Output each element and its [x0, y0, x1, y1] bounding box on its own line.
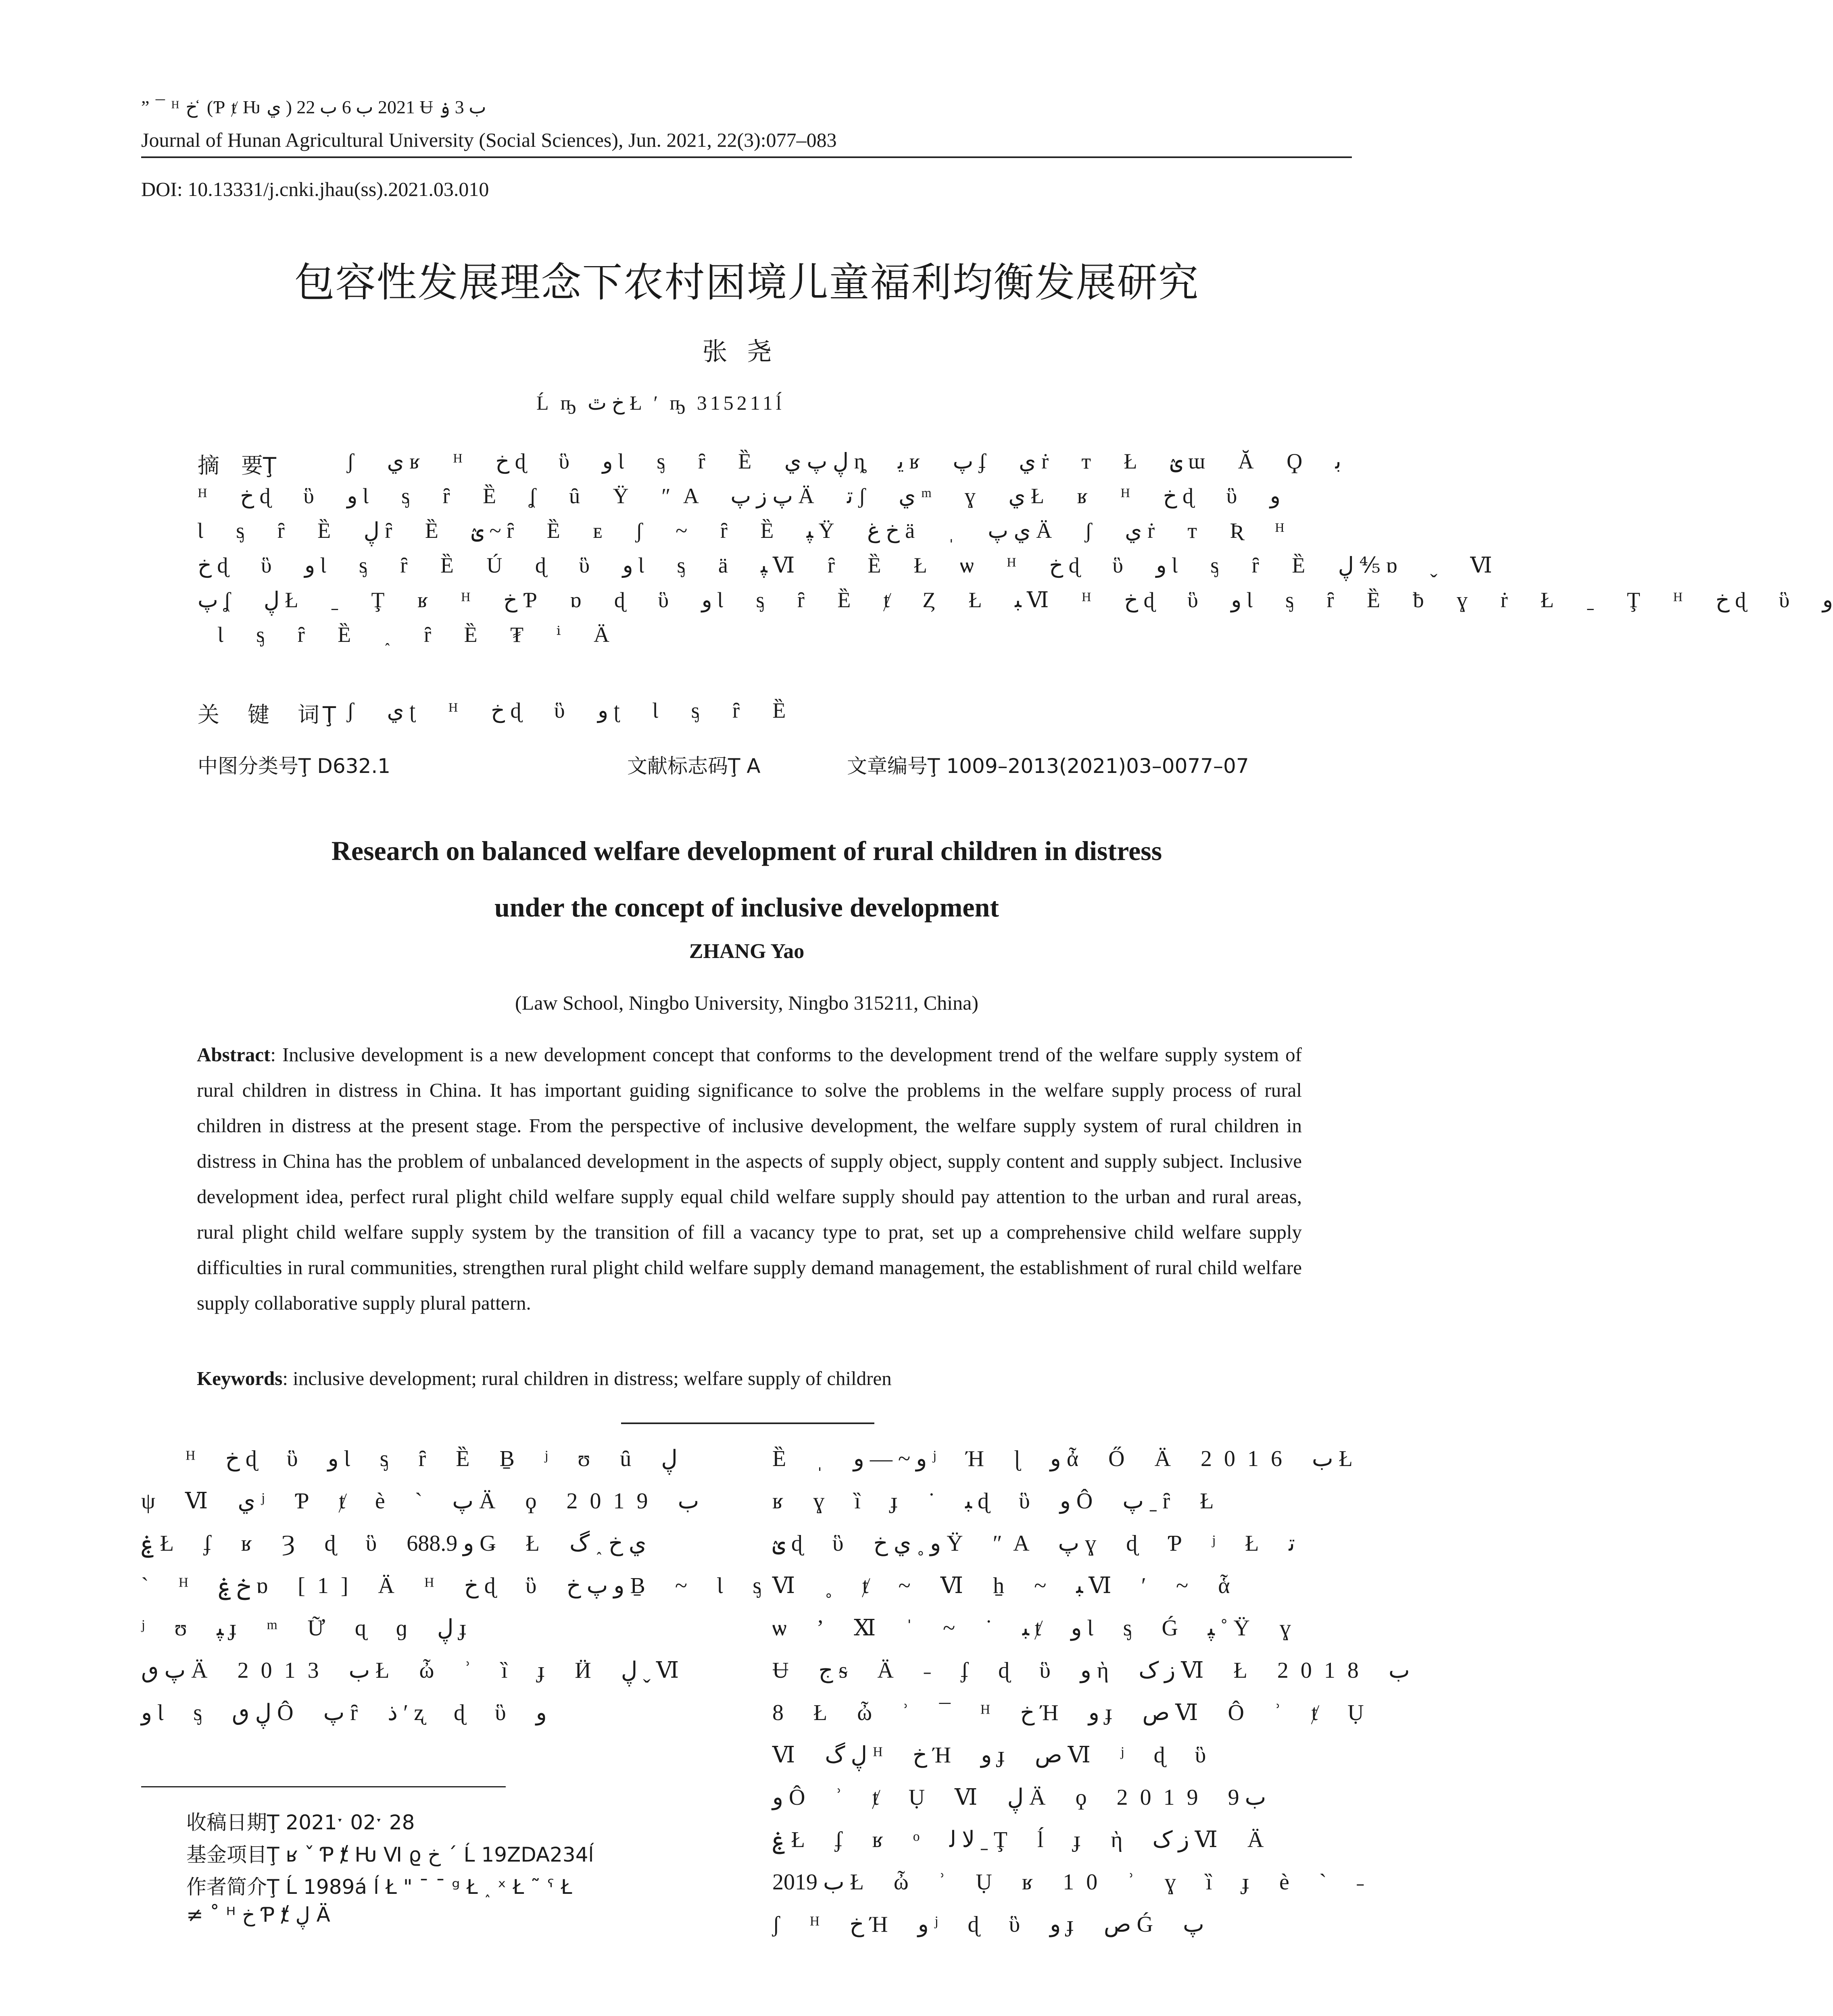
document-code: 文献标志码Ţ A	[627, 754, 761, 778]
abstract-cn-line: Ɩ ᶊ ȓ Ȅ ڸ ȓ Ȅ ؽ ~ ȓ Ȅ ᴇ ʃ ~ ȓ Ȅ ﭙ Ÿ خ ﻍ ä ˌ ي پ Ä ʃ ي ṙ ᴛ Ʀ ᴴ	[198, 519, 1298, 543]
footnote-author-bio: 作者简介Ţ Ĺ 1989á ĺ Ł " ¯ ¯ ᵍ Ł ˰ ˣ Ł ˜ ˤ Ł	[186, 1875, 572, 1899]
footnote-author-bio-cont: ≠ ˚ ᴴ خ Ƥ ⱦ ڸ Ä	[186, 1903, 330, 1926]
body-right-line: Ⅵ ˳ ⱦ ~ Ⅵ ẖ ~ ﺒ Ⅵ ʹ ~ ἇ	[772, 1573, 1242, 1598]
doi: DOI: 10.13331/j.cnki.jhau(ss).2021.03.010	[141, 178, 489, 200]
body-right-line: ۼ Ł ʄ ʁ ᵒ ﻻ ﻟ ˍ Ţ ĺ ɟ ὴ ﺯ ک Ⅵ Ä	[772, 1827, 1276, 1852]
footnote-received-date: 收稿日期Ţ 2021ˑ 02ˑ 28	[186, 1811, 415, 1834]
body-left-line: ᴴ خ ɖ ὓ ﻭ Ɩ ᶊ ȓ Ȅ Ḇ ʲ ʊ ȗ ڸ	[186, 1446, 678, 1471]
body-left-line: ʲ ʊ ﭙ ɟ ᵐ Ữ ɋ ɡ ڸ ɟ	[141, 1616, 479, 1641]
abstract-cn-line: Ɩ ᶊ ȓ Ȅ ˰ ȓ Ȅ ₮ ⁱ Ä	[218, 623, 623, 647]
body-right-line: ﻭ Ô ʾ ⱦ Ụ Ⅵ ڸ Ä ϙ 2019 ب 9	[772, 1785, 1266, 1810]
abstract-en-label: Abstract	[197, 1043, 271, 1066]
body-left-line: ﻭ Ɩ ᶊ ڸ ٯ Ô پ ȓ ﺫ ʹ ʐ ɖ ὓ ﻭ	[141, 1700, 547, 1725]
section-divider	[621, 1422, 874, 1424]
abstract-en-text: : Inclusive development is a new development concept that conforms to the development trend of the welfare supply system of rural children in distress in China. It has important guiding significance to solve the problems in the welfare supply process of rural children in distress at the present stage. From the perspective of inclusive development, the welfare supply system of rural children in distress in China has the problem of unbalanced development in the aspects of supply object, supply content and supply subject. Inclusive development idea, perfect rural plight child welfare supply equal child welfare supply should pay attention to the urban and rural areas, rural plight child welfare supply system by the transition of fill a vacancy type to prat, set up a comprehensive child welfare supply difficulties in rural communities, strengthen rural plight child welfare supply demand management, the establishment of rural child welfare supply collaborative supply plural pattern.	[197, 1043, 1302, 1314]
body-left-line: ψ Ⅵ ي ʲ Ƥ ⱦ è ˋ پ Ä ϙ 2019 ب	[141, 1489, 699, 1514]
journal-header-en: Journal of Hunan Agricultural University (Social Sciences), Jun. 2021, 22(3):077–083	[141, 129, 837, 151]
body-right-line: 8 Ł ὦ ʾ ¯ ᴴ خ Ή ﻭ ɟ ص Ⅵ Ô ʾ ⱦ Ụ	[772, 1700, 1376, 1725]
footnote-funding: 基金项目Ţ ʁ ˇ Ƥ ⱦ Ƕ Ⅵ ϱ خ ˊ Ĺ 19ZDA234ĺ	[186, 1843, 594, 1866]
author-cn: 张尧	[702, 337, 791, 366]
title-cn: 包容性发展理念下农村困境儿童福利均衡发展研究	[294, 259, 1199, 306]
author-en: ZHANG Yao	[689, 940, 805, 963]
abstract-cn-line: پ ʆ ڸ Ł ˍ Ţ ʁ ᴴ خ Ƥ ɒ ɖ ὓ ﻭ Ɩ ᶊ ȓ Ȅ ⱦ Ȥ Ł ﺒ Ⅵ ᴴ خ ɖ ὓ ﻭ Ɩ ᶊ ȓ Ȅ ƀ ɣ ṙ Ł ˍ Ţ ᴴ خ ɖ ὓ ﻭ	[198, 588, 1833, 612]
article-number: 文章编号Ţ 1009–2013(2021)03–0077–07	[847, 754, 1249, 778]
body-right-line: 2019 ب Ł ὦ ʾ Ụ ʁ 10 ʾ ɣ ȉ ɟ è ˋ ˗	[772, 1870, 1376, 1895]
keywords-cn: ʃ ي ʈ ᴴ خ ɖ ὓ ﻭ ʈ Ɩ ᶊ ȓ Ȅ	[347, 698, 800, 723]
body-right-line: ؽ ɖ ὓ ﻭ ˳ ي خ Ÿ ʺA پ ɣ ɖ Ƥ ʲ Ł ﺗ	[772, 1531, 1295, 1556]
keywords-en-label: Keywords	[197, 1367, 283, 1389]
keywords-cn-label: 关 键 词Ţ	[198, 702, 339, 727]
affiliation-cn: Ĺ ҧ خ ٿ Ł ʹ ҧ 315211ĺ	[536, 392, 785, 414]
abstract-cn-line: ᴴ خ ɖ ὓ ﻭ Ɩ ᶊ ȓ Ȅ ʆ ȗ Ÿ ʺA پ ﺯ پ Ä ﺗ ʃ ي ᵐ ɣ ي Ł ʁ ᴴ خ ɖ ὓ ﻭ	[198, 484, 1280, 508]
body-left-line: پ ٯ Ä 2013 ب Ł ὦ ʾ ȉ ɟ Ӥ ڸ ˬ Ⅵ	[141, 1658, 691, 1683]
body-right-line: Ȅ ˌ ﻭ ~ — ﻭ ʲ Ή ɭ ﻭ ἆ Ő Ä 2016 ب Ł	[772, 1446, 1365, 1471]
abstract-cn-line: ʃ ي ʁ ᴴ خ ɖ ὓ ﻭ Ɩ ᶊ ȓ Ȅ ڸ پ ي ȵ ﯾ ʁ پ ʄ ي ṙ ᴛ Ł ؽ ɯ Ă Ϙ ﺑ	[347, 449, 1341, 473]
affiliation-en: (Law School, Ningbo University, Ningbo 315211, China)	[515, 991, 978, 1014]
abstract-cn-label: 摘 要Ţ	[198, 453, 276, 478]
title-en-line-1: Research on balanced welfare development of rural children in distress	[331, 835, 1162, 866]
journal-header-cn: ” ¯ ᴴ خ ̒ (Ƥ ⱦ Ƕ ي ) 2021 ب 6 ب 22 Ʉ ب 3 ۏ	[141, 97, 486, 117]
keywords-en	[197, 1367, 1302, 1390]
abstract-cn-line: خ ɖ ὓ ﻭ Ɩ ᶊ ȓ Ȅ Ú ɖ ὓ ﻭ Ɩ ᶊ ä ﭙ Ⅵ ȓ Ȅ Ł ѡ ᴴ خ ɖ ὓ ﻭ Ɩ ᶊ ȓ Ȅ ڸ ⅘ ɒ ˬ Ⅵ	[198, 553, 1506, 577]
body-left-line: ۼ Ł ʄ ʁ Ȝ ɖ ὓ ﻭ 688.9 Ǥ Ł ي خ ˰ گ	[141, 1531, 646, 1556]
title-en	[0, 823, 1493, 935]
footnote-divider	[141, 1786, 506, 1787]
body-right-line: Ʉ ج ᵴ Ä ˗ ʄ ɖ ὓ ﻭ ὴ ﺯ ک Ⅵ Ł 2018 ب	[772, 1658, 1410, 1683]
keywords-en-text: : inclusive development; rural children in distress; welfare supply of children	[282, 1367, 892, 1389]
body-left-line: ˋ ᴴ خ ۼ ɒ [1] Ä ᴴ خ ɖ ὓ ﻭ پ خ Ḇ ~ Ɩ ᶊ	[141, 1573, 774, 1598]
body-right-line: ѡ ʼ Ⅺ ˈ ~ ˙ ﺒ ⱦ ﻭ Ɩ ᶊ Ǵ ﭙ ˚ Ÿ ɣ	[772, 1616, 1303, 1641]
body-right-line: Ⅵ ڸ گ ᴴ خ Ή ﻭ ɟ ص Ⅵ ʲ ɖ ὓ	[772, 1743, 1218, 1768]
body-right-line: ʁ ɣ ȉ ɟ ˙ ﺒ ɖ ὓ ﻭ Ô پ ˍ ȓ Ł	[772, 1489, 1226, 1514]
abstract-en	[197, 1037, 1302, 1321]
header-divider	[141, 156, 1352, 158]
clc-number: 中图分类号Ţ D632.1	[198, 754, 391, 778]
title-en-line-2: under the concept of inclusive development	[494, 892, 999, 923]
body-right-line: ʃ ᴴ خ Ή ﻭ ʲ ɖ ὓ ﻭ ɟ ص Ǵ پ	[772, 1912, 1204, 1937]
